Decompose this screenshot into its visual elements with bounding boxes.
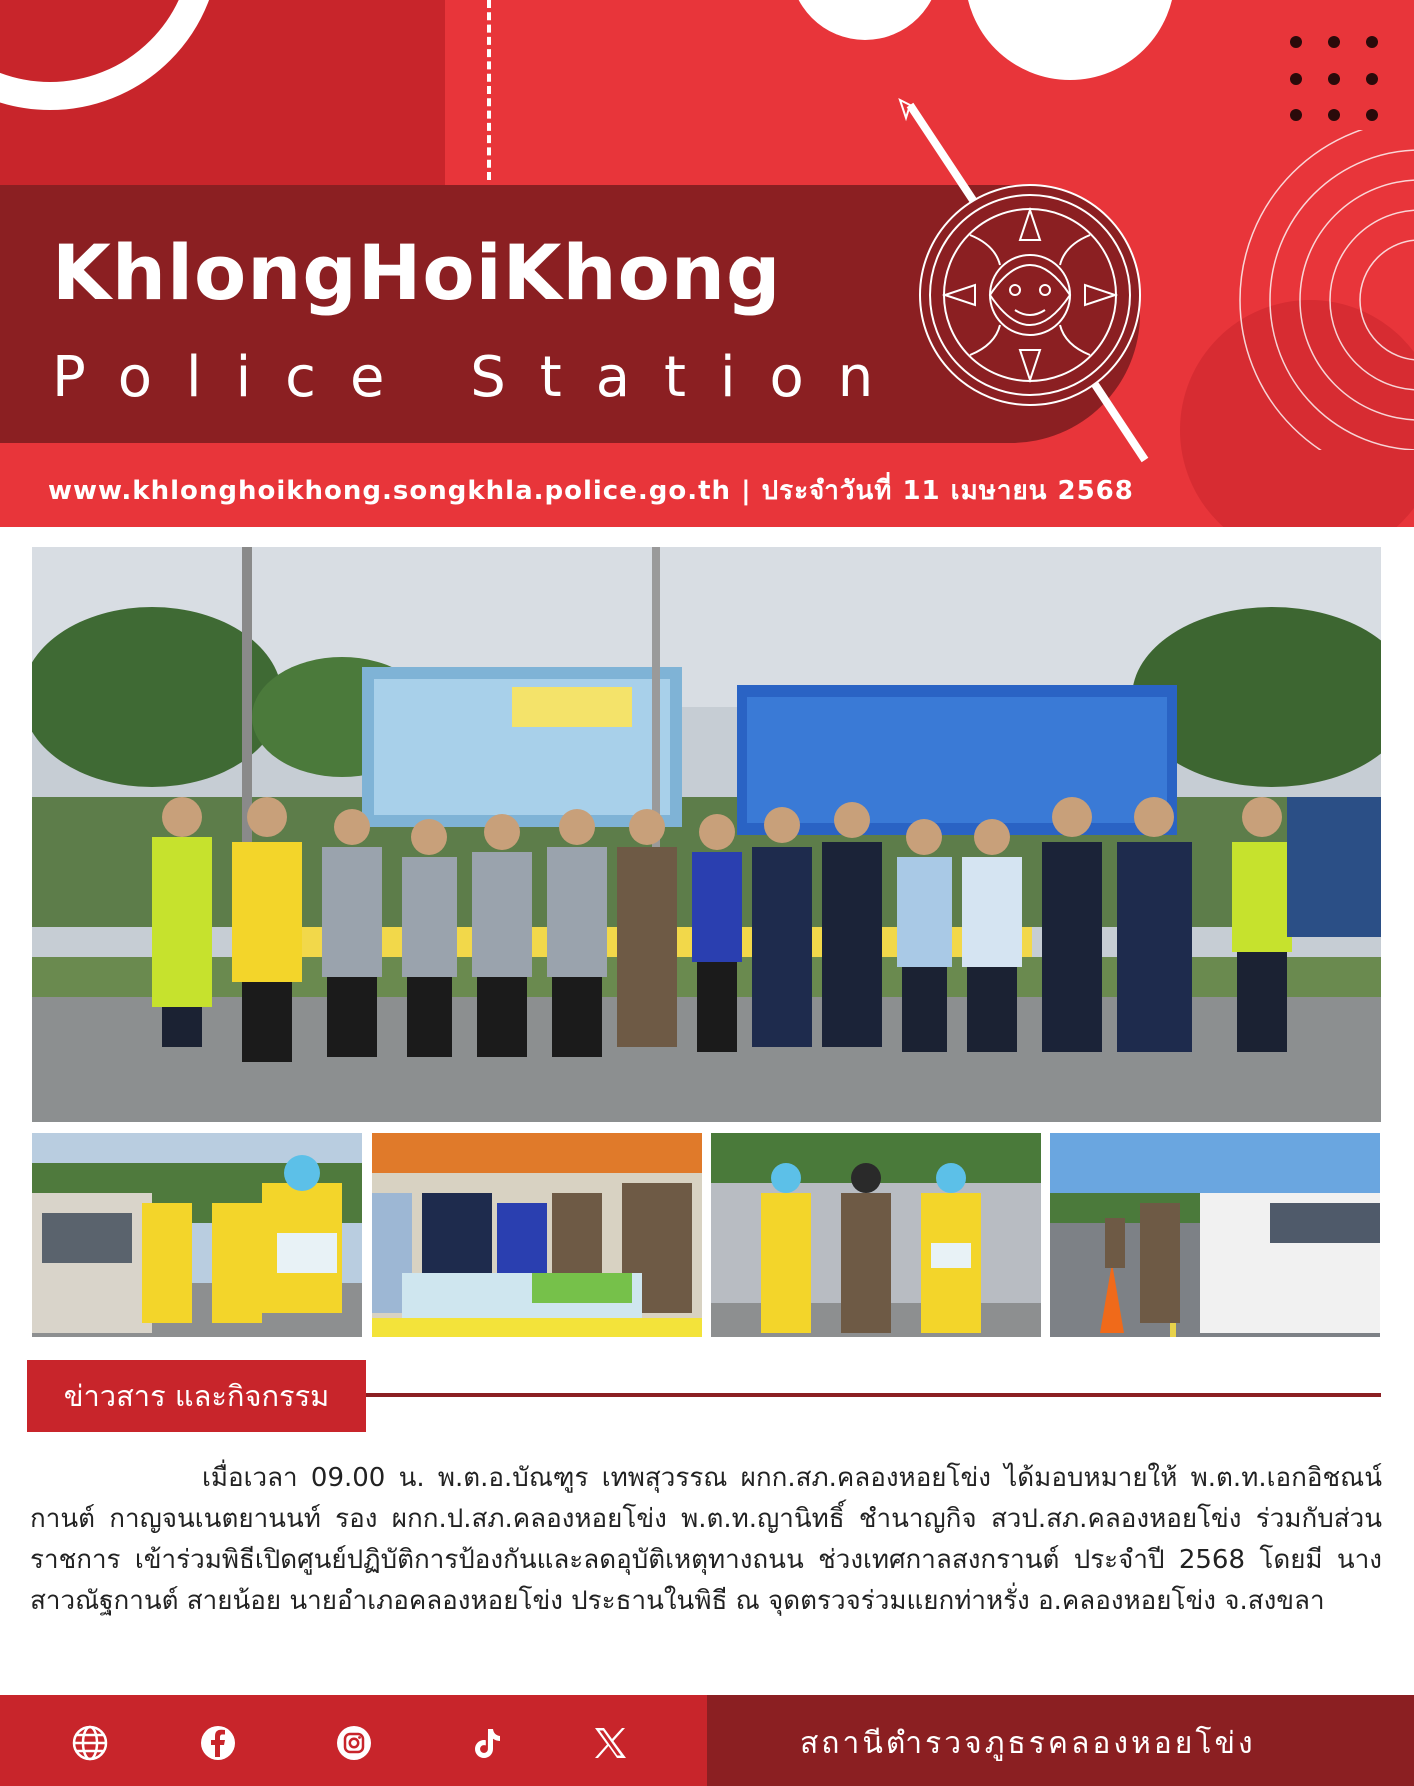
globe-icon[interactable] [70,1723,110,1763]
website-and-date: www.khlonghoikhong.songkhla.police.go.th | ประจำวันที่ 11 เมษายน 2568 [48,476,1134,506]
thumbnail-photo [711,1133,1041,1337]
decor-arcs [1180,130,1414,450]
decor-dashed-line [487,0,491,180]
section-divider [366,1393,1381,1397]
thumbnail-photo [372,1133,702,1337]
x-icon[interactable] [590,1723,630,1763]
brand-title: KhlongHoiKhong [52,228,782,317]
footer-station-name: สถานีตำรวจภูธรคลองหอยโข่ง [800,1726,1256,1761]
header [0,0,1414,527]
brand-subtitle: Police Station [52,345,908,410]
article-body: เมื่อเวลา 09.00 น. พ.ต.อ.บัณฑูร เทพสุวรรณ ผกก.สภ.คลองหอยโข่ง ได้มอบหมายให้ พ.ต.ท.เอกอิชณน์กานต์ กาญจนเนตยานนท์ รอง ผกก.ป.สภ.คลองหอยโข่ง พ.ต.ท.ญานิทธิ์ ชำนาญกิจ สวป.สภ.คลองหอยโข่ง ร่วมกับส่วนราชการ เข้าร่วมพิธีเปิดศูนย์ปฏิบัติการป้องกันและลดอุบัติเหตุทางถนน ช่วงเทศกาลสงกรานต์ ประจำปี 2568 โดยมี นางสาวณัฐกานต์ สายน้อย นายอำเภอคลองหอยโข่ง ประธานในพิธี ณ จุดตรวจร่วมแยกท่าหรั่ง อ.คลองหอยโข่ง จ.สงขลา [30,1463,1382,1616]
facebook-icon[interactable] [198,1723,238,1763]
decor-dot-grid [1290,36,1400,126]
instagram-icon[interactable] [334,1723,374,1763]
police-seal-emblem [880,95,1180,475]
tiktok-icon[interactable] [466,1723,506,1763]
main-group-photo [32,547,1381,1122]
section-tag-news: ข่าวสาร และกิจกรรม [27,1360,366,1432]
thumbnail-photo [1050,1133,1380,1337]
thumbnail-photo [32,1133,362,1337]
